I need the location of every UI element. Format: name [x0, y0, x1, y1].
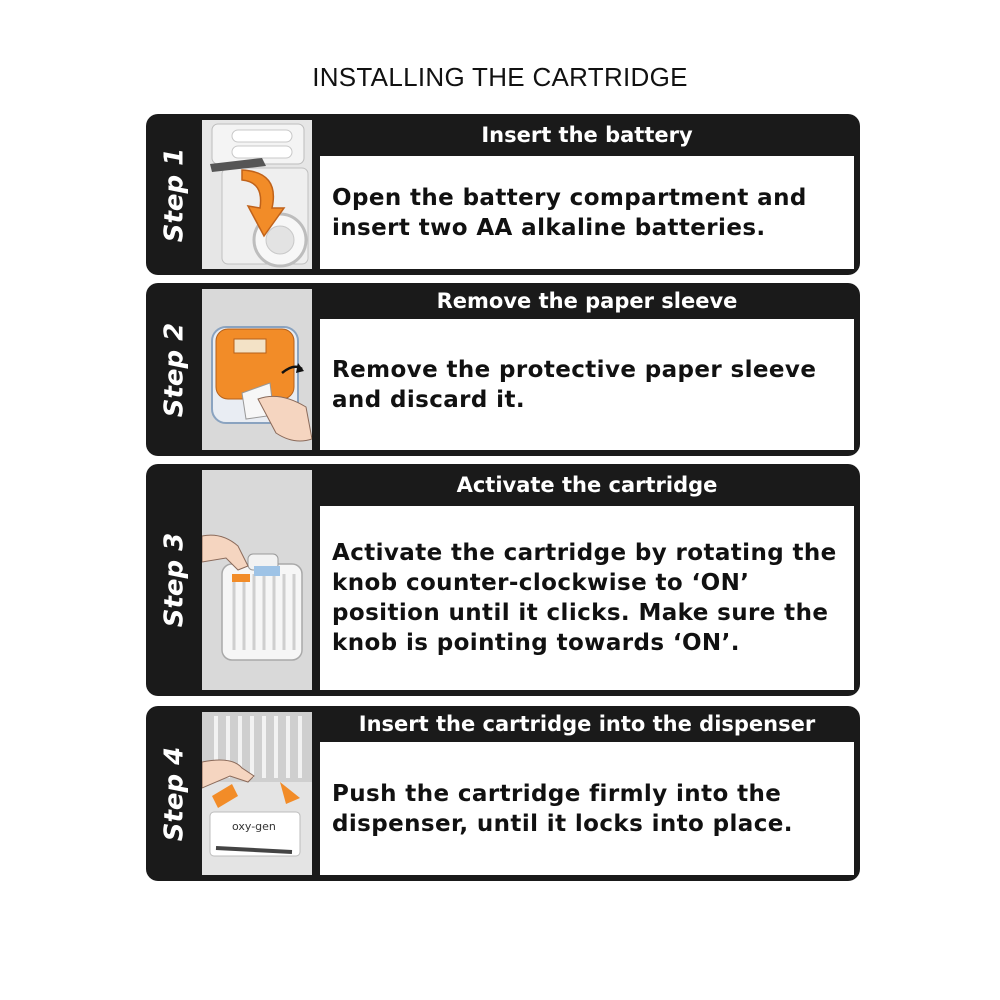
step-2-heading: Remove the paper sleeve: [436, 289, 738, 313]
step-1-instructions: Open the battery compartment and insert two AA alkaline batteries.: [332, 184, 807, 241]
step-2-instructions-box: [320, 319, 854, 450]
step-2-instructions: Remove the protective paper sleeve and discard it.: [332, 356, 817, 413]
step-3-panel: [146, 464, 860, 696]
step-3-cartridge-photo: [202, 470, 312, 690]
step-1-heading: Insert the battery: [481, 123, 693, 147]
step-3-instructions: Activate the cartridge by rotating the knob counter-clockwise to ‘ON’ position until it clicks. Make sure the knob is pointing towards ‘ON’.: [332, 540, 837, 656]
step-4-heading: Insert the cartridge into the dispenser: [358, 712, 816, 736]
step-1-panel: [146, 114, 860, 275]
page-title: INSTALLING THE CARTRIDGE: [312, 62, 688, 92]
step-1-instructions-box: [320, 156, 854, 269]
dispenser-insertion-illustration: [202, 712, 312, 875]
step-2-label: [146, 283, 202, 456]
step-4-dispenser-photo: [202, 712, 312, 875]
step-3-heading: Activate the cartridge: [456, 473, 718, 497]
oxygen-brand-text: oxy-gen: [232, 820, 276, 833]
cartridge-activation-illustration: [202, 470, 312, 690]
paper-sleeve-illustration: [202, 289, 312, 450]
step-3-label-text: Step 3: [159, 532, 190, 628]
step-3-instructions-box: [320, 506, 854, 690]
step-1-label-text: Step 1: [159, 147, 190, 242]
step-2-panel: [146, 283, 860, 456]
step-4-instructions: Push the cartridge firmly into the dispenser, until it locks into place.: [332, 780, 793, 837]
battery-compartment-illustration: [202, 120, 312, 269]
step-1-label: [146, 114, 202, 275]
step-4-label-text: Step 4: [159, 746, 190, 841]
step-2-sleeve-photo: [202, 289, 312, 450]
step-4-panel: [146, 706, 860, 881]
step-2-label-text: Step 2: [159, 322, 190, 417]
step-1-battery-photo: [202, 120, 312, 269]
step-4-label: [146, 706, 202, 881]
step-3-label: [146, 464, 202, 696]
step-4-instructions-box: [320, 742, 854, 875]
